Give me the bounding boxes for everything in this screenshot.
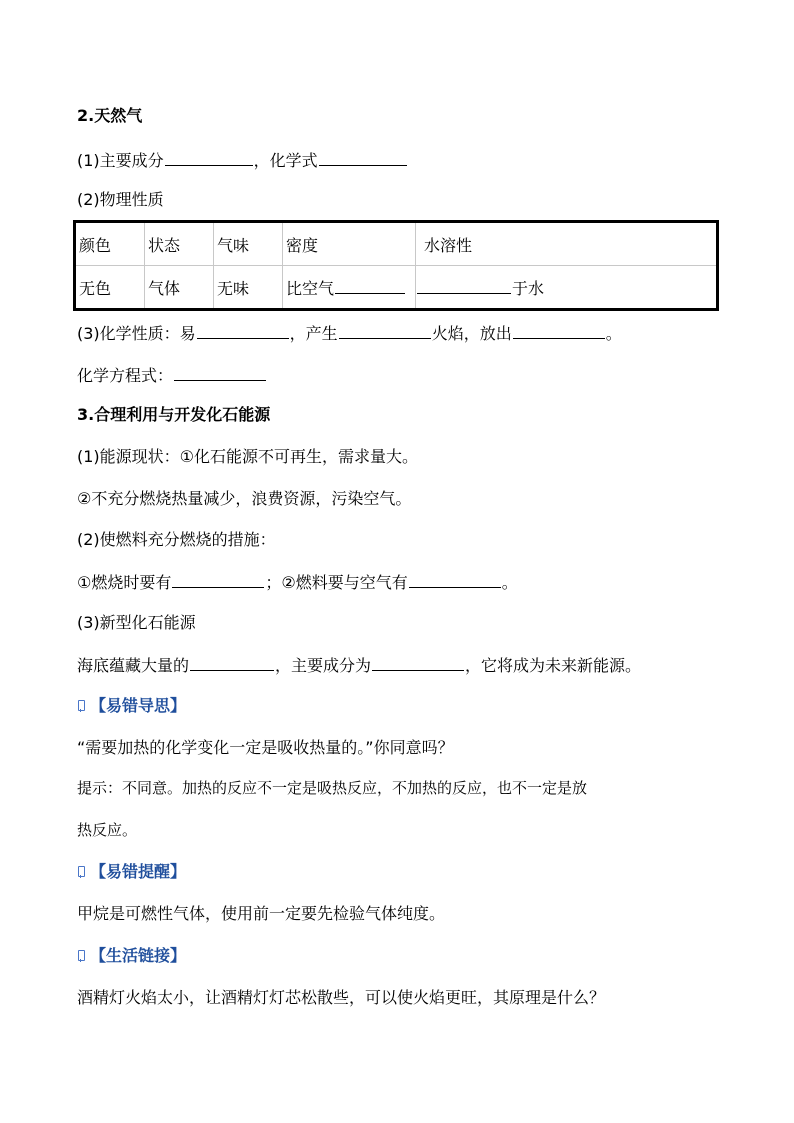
- table-row: [75, 266, 718, 310]
- pin-icon: [77, 950, 86, 962]
- question-line: 海底蕴藏大量的 ，主要成分为 ，它将成为未来新能源。: [77, 656, 642, 675]
- answer-blank[interactable]: [409, 571, 501, 588]
- tip-heading: 【生活链接】: [77, 946, 186, 966]
- table-cell: 无味: [214, 266, 283, 310]
- answer-blank[interactable]: [513, 322, 605, 339]
- question-line: (1)主要成分 ，化学式: [77, 149, 408, 171]
- table-header-cell: 密度: [283, 222, 416, 266]
- answer-blank[interactable]: [319, 149, 407, 166]
- table-header-cell: 水溶性: [416, 222, 718, 266]
- answer-blank[interactable]: [165, 149, 253, 166]
- table-cell: 无色: [75, 266, 145, 310]
- text-line: (1)能源现状：①化石能源不可再生，需求量大。: [77, 447, 419, 466]
- pin-icon: [77, 866, 86, 878]
- text-line: (3)新型化石能源: [77, 613, 196, 632]
- text-line: “需要加热的化学变化一定是吸收热量的。”你同意吗？: [77, 738, 454, 757]
- tip-heading: 【易错导思】: [77, 696, 186, 716]
- section-heading: 3.合理利用与开发化石能源: [77, 405, 271, 424]
- table-header-cell: 颜色: [75, 222, 145, 266]
- hint-text: 提示：不同意。加热的反应不一定是吸热反应，不加热的反应，也不一定是放: [77, 779, 588, 797]
- answer-blank[interactable]: [197, 322, 289, 339]
- text-line: ②不充分燃烧热量减少，浪费资源，污染空气。: [77, 489, 412, 508]
- answer-blank[interactable]: [335, 277, 405, 294]
- table-cell: 比空气: [283, 266, 416, 310]
- answer-blank[interactable]: [174, 364, 266, 381]
- answer-blank[interactable]: [372, 654, 464, 671]
- table-header-cell: 状态: [145, 222, 214, 266]
- table-cell: 于水: [416, 266, 718, 310]
- pin-icon: [77, 700, 86, 712]
- tip-heading: 【易错提醒】: [77, 862, 186, 882]
- text-line: 酒精灯火焰太小，让酒精灯灯芯松散些，可以使火焰更旺，其原理是什么？: [77, 988, 606, 1007]
- question-line: (3)化学性质：易 ，产生 火焰，放出 。: [77, 324, 622, 343]
- question-line: (2)物理性质: [77, 190, 164, 209]
- physical-properties-table: [73, 220, 719, 311]
- table-header-cell: 气味: [214, 222, 283, 266]
- answer-blank[interactable]: [172, 571, 264, 588]
- hint-text: 热反应。: [77, 821, 138, 839]
- table-row: [75, 222, 718, 266]
- answer-blank[interactable]: [339, 322, 431, 339]
- section-heading: 2.天然气: [77, 106, 143, 125]
- answer-blank[interactable]: [190, 654, 274, 671]
- text-line: (2)使燃料充分燃烧的措施：: [77, 530, 276, 549]
- question-line: 化学方程式：: [77, 364, 267, 386]
- text-line: 甲烷是可燃性气体，使用前一定要先检验气体纯度。: [77, 904, 446, 923]
- table-cell: 气体: [145, 266, 214, 310]
- answer-blank[interactable]: [417, 277, 511, 294]
- question-line: ①燃烧时要有 ；②燃料要与空气有 。: [77, 573, 518, 592]
